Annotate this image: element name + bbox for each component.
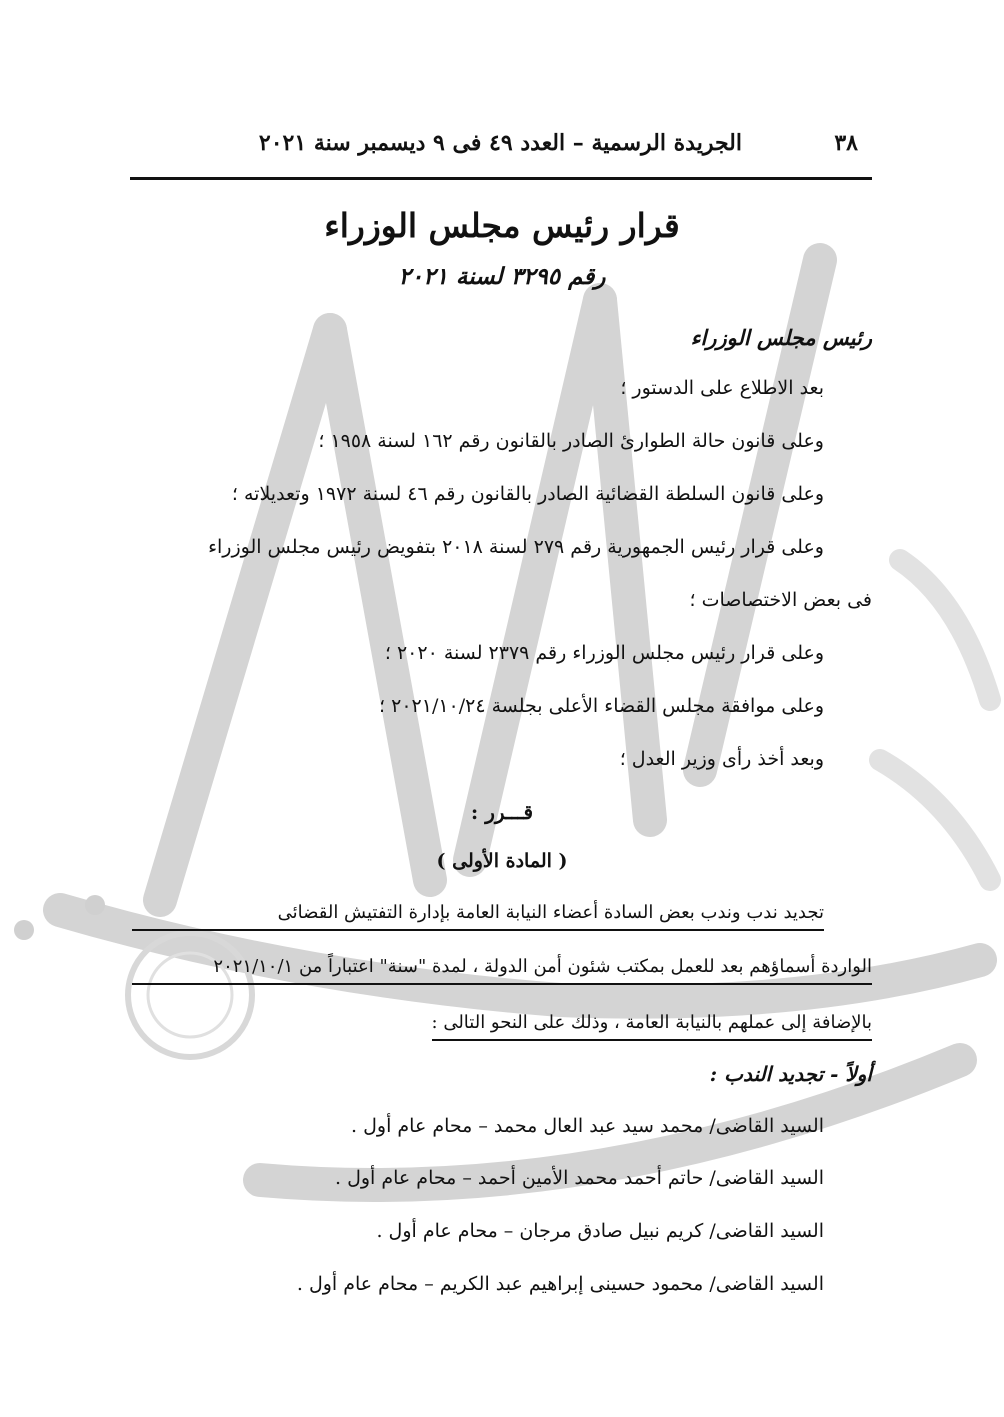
name-entry: السيد القاضى/ محمود حسينى إبراهيم عبد الكريم – محام عام أول . — [296, 1273, 824, 1295]
recital: وعلى قانون حالة الطوارئ الصادر بالقانون رقم ١٦٢ لسنة ١٩٥٨ ؛ — [318, 430, 824, 452]
recital: وعلى قرار رئيس مجلس الوزراء رقم ٢٣٧٩ لسنة ٢٠٢٠ ؛ — [384, 642, 824, 664]
article-text-line — [432, 1012, 872, 1033]
name-entry: السيد القاضى/ حاتم أحمد محمد الأمين أحمد – محام عام أول . — [335, 1167, 824, 1189]
decree-title: قرار رئيس مجلس الوزراء — [324, 206, 680, 245]
recital: وعلى موافقة مجلس القضاء الأعلى بجلسة ٢٠٢١/١٠/٢٤ ؛ — [379, 695, 824, 717]
section-title: أولاً - تجديد الندب : — [709, 1062, 872, 1086]
recital: وبعد أخذ رأى وزير العدل ؛ — [619, 748, 824, 770]
article-text-line-end: بالإضافة إلى عملهم بالنيابة العامة ، وذلك على النحو التالى : — [432, 1012, 872, 1041]
article-text-line: تجديد ندب وندب بعض السادة أعضاء النيابة العامة بإدارة التفتيش القضائى — [132, 902, 824, 931]
recital-continuation: فى بعض الاختصاصات ؛ — [689, 589, 872, 611]
recital: وعلى قانون السلطة القضائية الصادر بالقانون رقم ٤٦ لسنة ١٩٧٢ وتعديلاته ؛ — [231, 483, 824, 505]
gazette-header-title: الجريدة الرسمية – العدد ٤٩ فى ٩ ديسمبر سنة ٢٠٢١ — [258, 130, 742, 156]
header-divider — [130, 177, 872, 180]
issuer-heading: رئيس مجلس الوزراء — [690, 325, 872, 350]
article-text-line: الواردة أسماؤهم بعد للعمل بمكتب شئون أمن الدولة ، لمدة "سنة" اعتباراً من ٢٠٢١/١٠/١ — [132, 956, 872, 985]
name-entry: السيد القاضى/ كريم نبيل صادق مرجان – محام عام أول . — [376, 1220, 824, 1242]
decided-heading: قـــرر : — [470, 800, 534, 824]
page-number: ٣٨ — [834, 130, 858, 156]
recital: بعد الاطلاع على الدستور ؛ — [620, 377, 824, 399]
name-entry: السيد القاضى/ محمد سيد عبد العال محمد – محام عام أول . — [351, 1115, 824, 1137]
decree-number: رقم ٣٢٩٥ لسنة ٢٠٢١ — [398, 263, 606, 290]
article-title: ( المادة الأولى ) — [436, 850, 568, 872]
recital: وعلى قرار رئيس الجمهورية رقم ٢٧٩ لسنة ٢٠١٨ بتفويض رئيس مجلس الوزراء — [208, 536, 824, 558]
